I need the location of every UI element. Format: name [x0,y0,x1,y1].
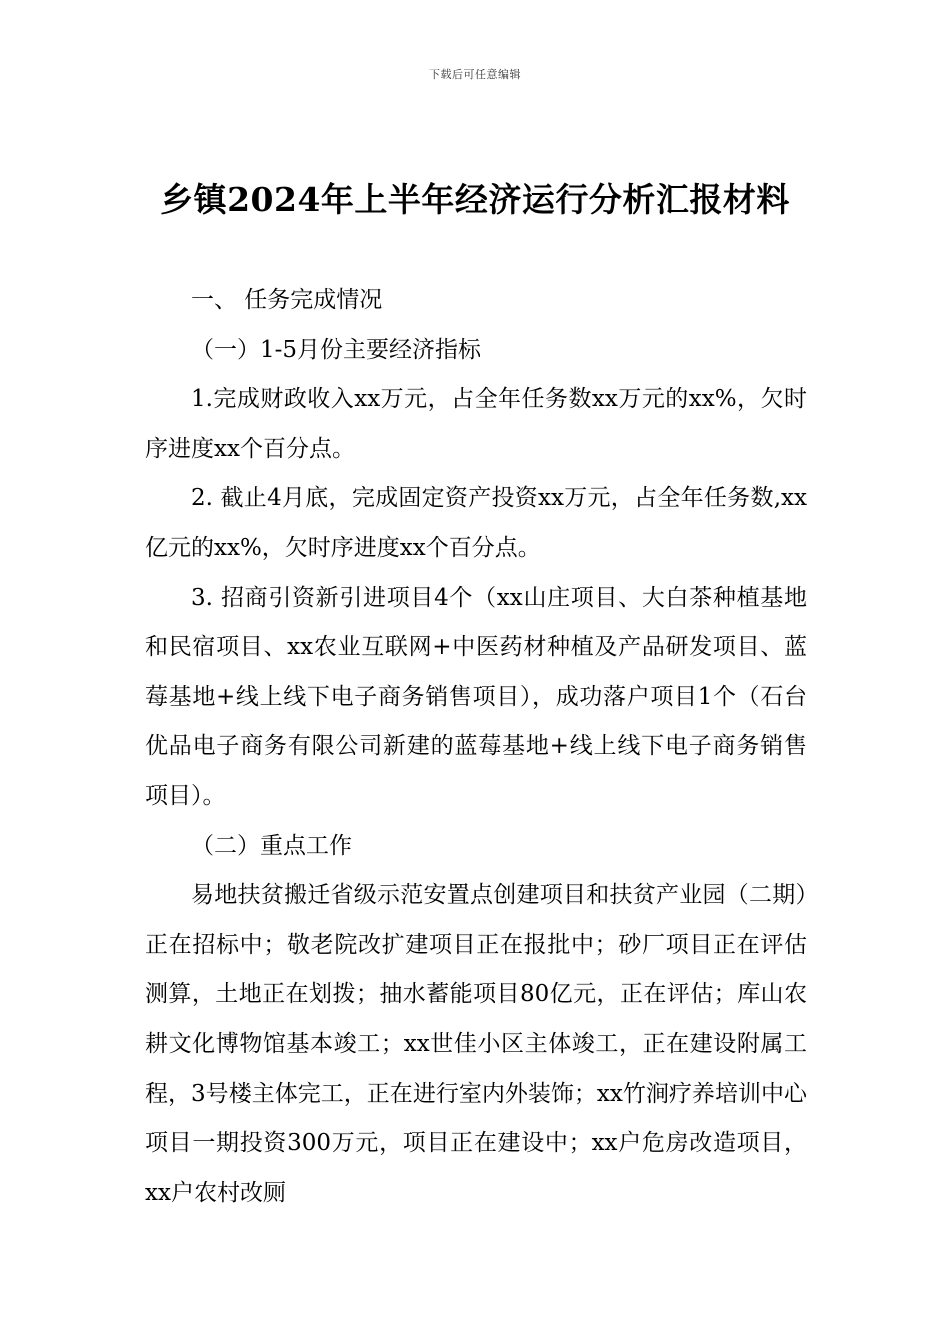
paragraph-item-1: 1.完成财政收入xx万元，占全年任务数xx万元的xx%，欠时序进度xx个百分点。 [145,386,807,462]
subsection-heading: （二）重点工作 [191,832,352,859]
section-heading: 一、 任务完成情况 [191,287,383,313]
subsection-heading: （一）1-5月份主要经济指标 [191,336,482,363]
paragraph-item-3: 3. 招商引资新引进项目4个（xx山庄项目、大白茶种植基地和民宿项目、xx农业互联网+中医药材种植及产品研发项目、蓝莓基地+线上线下电子商务销售项目），成功落户项目1个（石台优品电子商务有限公司新建的蓝莓基地+线上线下电子商务销售项目）。 [145,584,807,809]
document-title: 乡镇2024年上半年经济运行分析汇报材料 [160,180,790,219]
paragraph-key-work: 易地扶贫搬迁省级示范安置点创建项目和扶贫产业园（二期）正在招标中；敬老院改扩建项目正在报批中；砂厂项目正在评估测算，土地正在划拨；抽水蓄能项目80亿元，正在评估；库山农耕文化博物馆基本竣工；xx世佳小区主体竣工，正在建设附属工程，3号楼主体完工，正在进行室内外装饰；xx竹涧疗养培训中心项目一期投资300万元，项目正在建设中；xx户危房改造项目，xx户农村改厕 [145,882,807,1206]
document-body [145,276,807,1218]
header-note: 下载后可任意编辑 [429,68,521,81]
paragraph-item-2: 2. 截止4月底，完成固定资产投资xx万元，占全年任务数,xx亿元的xx%，欠时序进度xx个百分点。 [145,485,807,561]
